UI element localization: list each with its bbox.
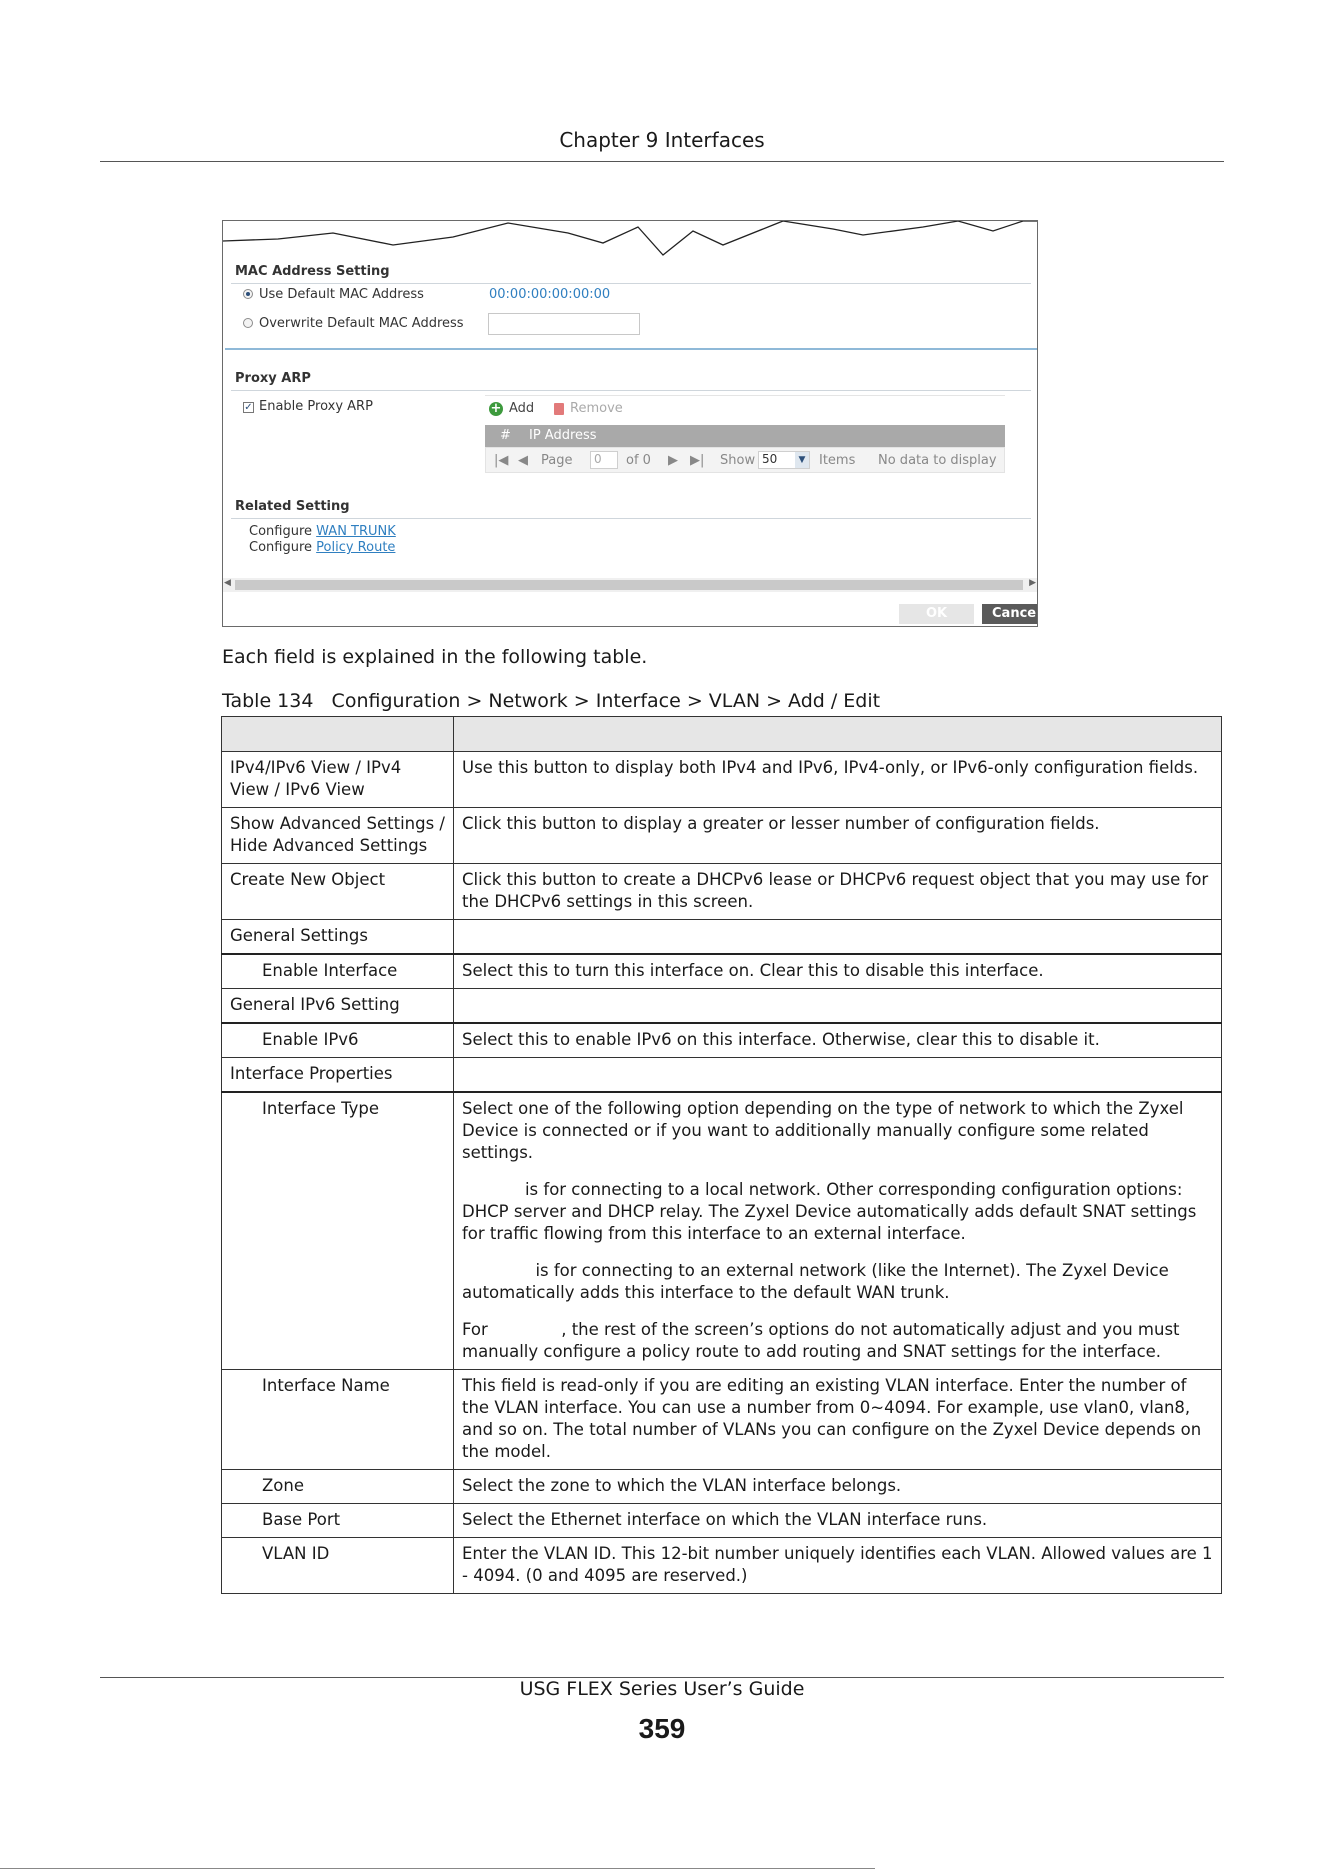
- add-button[interactable]: Add: [509, 401, 535, 416]
- scroll-right-icon[interactable]: ▶: [1029, 578, 1036, 588]
- section-frame-line: [225, 348, 1037, 350]
- page-number: 359: [638, 1713, 686, 1744]
- header-cell-description: [454, 717, 1222, 752]
- policy-route-link[interactable]: Policy Route: [316, 540, 396, 555]
- next-page-icon[interactable]: ▶: [668, 453, 678, 468]
- field-description-table: [221, 716, 1222, 1594]
- field-label: VLAN ID: [222, 1538, 454, 1594]
- field-description: Click this button to create a DHCPv6 lease or DHCPv6 request object that you may use for the DHCPv6 settings in this screen.: [454, 864, 1222, 920]
- field-description: [454, 1092, 1222, 1370]
- field-description: This field is read-only if you are editing an existing VLAN interface. Enter the number of the VLAN interface. You can use a number from 0~4094. For example, use vlan0, vlan8, and so on. The total number of VLANs you can configure on the Zyxel Device depends on the model.: [454, 1370, 1222, 1470]
- of-pages-label: of 0: [626, 453, 651, 468]
- field-description: Select the zone to which the VLAN interface belongs.: [454, 1470, 1222, 1504]
- related-setting-rule: [231, 518, 1031, 519]
- chevron-down-icon: ▼: [795, 452, 809, 468]
- add-icon: +: [490, 401, 502, 416]
- table-header-row: [222, 717, 1222, 752]
- overwrite-mac-input[interactable]: [488, 313, 640, 335]
- proxy-arp-title: Proxy ARP: [235, 371, 311, 386]
- page-label: Page: [541, 453, 573, 468]
- table-row: [222, 1092, 1222, 1370]
- column-number: #: [500, 428, 511, 443]
- toolbar-rule: [485, 395, 1005, 396]
- proxy-arp-toolbar: [485, 398, 1005, 420]
- mac-section-rule: [231, 283, 1031, 284]
- configure-wan-trunk-row: [249, 524, 396, 539]
- table-caption: Table 134 Configuration > Network > Interface > VLAN > Add / Edit: [222, 690, 881, 712]
- description-paragraph: is for connecting to a local network. Other corresponding configuration options: DHCP server and DHCP relay. The Zyxel Device automatically adds default SNAT settings for traffic flowing from this interface to an external interface.: [462, 1180, 1202, 1243]
- field-label: IPv4/IPv6 View / IPv4 View / IPv6 View: [222, 752, 454, 808]
- ok-button[interactable]: OK: [899, 604, 974, 624]
- header-cell-label: [222, 717, 454, 752]
- configure-policy-route-row: [249, 540, 395, 555]
- table-row: [222, 954, 1222, 989]
- field-description: Enter the VLAN ID. This 12-bit number uniquely identifies each VLAN. Allowed values are 1 - 4094. (0 and 4095 are reserved.): [454, 1538, 1222, 1594]
- page-input[interactable]: 0: [590, 451, 618, 469]
- prev-page-icon[interactable]: ◀: [518, 453, 528, 468]
- page-size-value: 50: [762, 452, 778, 466]
- proxy-arp-rule: [231, 390, 1031, 391]
- field-label: Enable Interface: [222, 954, 454, 989]
- chapter-header: Chapter 9 Interfaces: [559, 128, 765, 152]
- scroll-left-icon[interactable]: ◀: [224, 578, 231, 588]
- horizontal-scrollbar[interactable]: [223, 578, 1037, 592]
- section-label: Interface Properties: [222, 1058, 454, 1093]
- guide-title: USG FLEX Series User’s Guide: [519, 1678, 805, 1700]
- enable-proxy-arp-label: Enable Proxy ARP: [259, 399, 373, 414]
- table-row: [222, 1470, 1222, 1504]
- field-description: [454, 1058, 1222, 1093]
- table-row: [222, 864, 1222, 920]
- field-label: Base Port: [222, 1504, 454, 1538]
- table-row: [222, 808, 1222, 864]
- cancel-button[interactable]: Cance: [982, 604, 1038, 624]
- field-label: Enable IPv6: [222, 1023, 454, 1058]
- wan-trunk-link[interactable]: WAN TRUNK: [316, 524, 396, 539]
- description-paragraph: is for connecting to an external network (like the Internet). The Zyxel Device automatically adds this interface to the default WAN trunk.: [462, 1261, 1174, 1302]
- field-description: Select the Ethernet interface on which the VLAN interface runs.: [454, 1504, 1222, 1538]
- ip-address-grid-header: [485, 425, 1005, 447]
- overwrite-mac-radio[interactable]: [243, 318, 253, 328]
- torn-edge-graphic: [223, 221, 1037, 261]
- header-divider: [100, 161, 1224, 162]
- field-label: Zone: [222, 1470, 454, 1504]
- table-row: [222, 1023, 1222, 1058]
- use-default-mac-radio[interactable]: [243, 289, 253, 299]
- last-page-icon[interactable]: ▶|: [690, 453, 705, 468]
- intro-text: Each field is explained in the following table.: [222, 646, 648, 668]
- field-description: [454, 920, 1222, 955]
- no-data-message: No data to display: [878, 453, 997, 468]
- table-row: [222, 1504, 1222, 1538]
- use-default-mac-label: Use Default MAC Address: [259, 287, 424, 302]
- field-label: Create New Object: [222, 864, 454, 920]
- field-label: Interface Name: [222, 1370, 454, 1470]
- field-description: Select this to turn this interface on. Clear this to disable this interface.: [454, 954, 1222, 989]
- bottom-edge-rule: [0, 1868, 875, 1869]
- configure-label: Configure: [249, 524, 313, 539]
- grid-pager: [485, 447, 1005, 473]
- default-mac-value: 00:00:00:00:00:00: [489, 287, 611, 302]
- section-label: General Settings: [222, 920, 454, 955]
- table-row: [222, 752, 1222, 808]
- field-description: Use this button to display both IPv4 and IPv6, IPv4-only, or IPv6-only configuration fields.: [454, 752, 1222, 808]
- overwrite-mac-label: Overwrite Default MAC Address: [259, 316, 464, 331]
- screenshot-panel: [222, 220, 1038, 627]
- trash-icon: [554, 403, 564, 415]
- field-label: Show Advanced Settings / Hide Advanced Settings: [222, 808, 454, 864]
- items-label: Items: [819, 453, 856, 468]
- scrollbar-thumb[interactable]: [235, 580, 1023, 590]
- field-description: [454, 989, 1222, 1024]
- section-label: General IPv6 Setting: [222, 989, 454, 1024]
- page-size-select[interactable]: [758, 451, 810, 469]
- table-section-row: [222, 920, 1222, 955]
- table-section-row: [222, 989, 1222, 1024]
- related-setting-title: Related Setting: [235, 499, 350, 514]
- field-label: Interface Type: [222, 1092, 454, 1370]
- remove-button[interactable]: Remove: [570, 401, 623, 416]
- mac-section-title: MAC Address Setting: [235, 264, 390, 279]
- description-paragraph: Select one of the following option depending on the type of network to which the Zyxel Device is connected or if you want to additionally manually configure some related settings.: [462, 1099, 1184, 1162]
- field-description: Select this to enable IPv6 on this interface. Otherwise, clear this to disable it.: [454, 1023, 1222, 1058]
- description-paragraph: For , the rest of the screen’s options do not automatically adjust and you must manually configure a policy route to add routing and SNAT settings for the interface.: [462, 1320, 1185, 1361]
- column-ip-address[interactable]: IP Address: [529, 428, 597, 443]
- enable-proxy-arp-checkbox[interactable]: ✓: [244, 402, 253, 413]
- first-page-icon[interactable]: |◀: [494, 453, 509, 468]
- configure-label: Configure: [249, 540, 313, 555]
- field-description: Click this button to display a greater or lesser number of configuration fields.: [454, 808, 1222, 864]
- table-section-row: [222, 1058, 1222, 1093]
- table-row: [222, 1538, 1222, 1594]
- show-label: Show: [720, 453, 756, 468]
- table-row: [222, 1370, 1222, 1470]
